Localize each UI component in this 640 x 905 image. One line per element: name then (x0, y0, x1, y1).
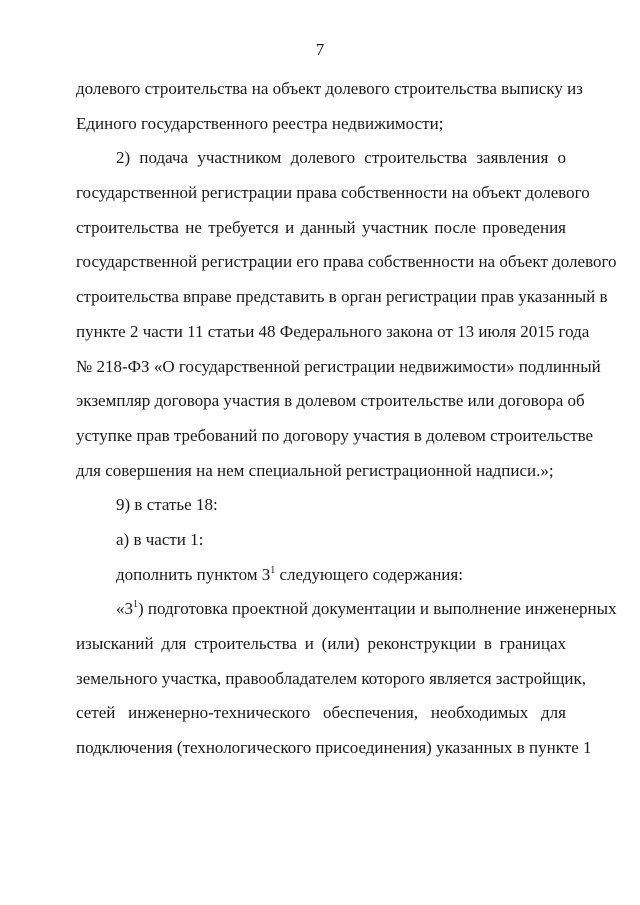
quote-text-after: ) подготовка проектной документации и выполнение инженерных (138, 599, 617, 619)
superscript-index: 1 (270, 564, 276, 576)
text-line: Единого государственного реестра недвижимости; (76, 113, 444, 133)
quote-text-before: «3 (116, 599, 133, 619)
text-line: уступке прав требований по договору участия в долевом строительстве (76, 425, 594, 445)
text-line: государственной регистрации права собственности на объект долевого (76, 183, 590, 203)
text-line: пункте 2 части 11 статьи 48 Федерального закона от 13 июля 2015 года (76, 321, 590, 341)
text-line: для совершения на нем специальной регистрационной надписи.»; (76, 460, 554, 480)
text-line: строительства не требуется и данный участник после проведения (76, 217, 566, 237)
body-text (76, 72, 617, 766)
supplement-line (76, 558, 566, 593)
text-line: экземпляр договора участия в долевом строительстве или договора об (76, 391, 585, 411)
article-heading-line: 9) в статье 18: (116, 495, 218, 515)
part-heading-line: а) в части 1: (116, 529, 204, 549)
text-line: изысканий для строительства и (или) реконструкции в границах (76, 634, 566, 653)
supplement-text-before: дополнить пунктом 3 (116, 564, 271, 584)
superscript-index: 1 (133, 599, 138, 611)
text-line: подключения (технологического присоединения) указанных в пункте 1 (76, 738, 592, 758)
supplement-text-after: следующего содержания: (275, 564, 463, 584)
text-line: строительства вправе представить в орган регистрации прав указанный в (76, 287, 608, 307)
text-line: земельного участка, правообладателем которого является застройщик, (76, 668, 587, 688)
paragraph-start-line: 2) подача участником долевого строительства заявления о (116, 148, 566, 168)
page-number: 7 (315, 40, 325, 59)
text-line: долевого строительства на объект долевого строительства выписку из (76, 79, 583, 98)
text-line: № 218-ФЗ «О государственной регистрации недвижимости» подлинный (76, 356, 601, 376)
text-line: государственной регистрации его права собственности на объект долевого (76, 252, 617, 272)
quoted-item-line (76, 592, 617, 627)
text-line: сетей инженерно-технического обеспечения, необходимых для (76, 703, 566, 723)
